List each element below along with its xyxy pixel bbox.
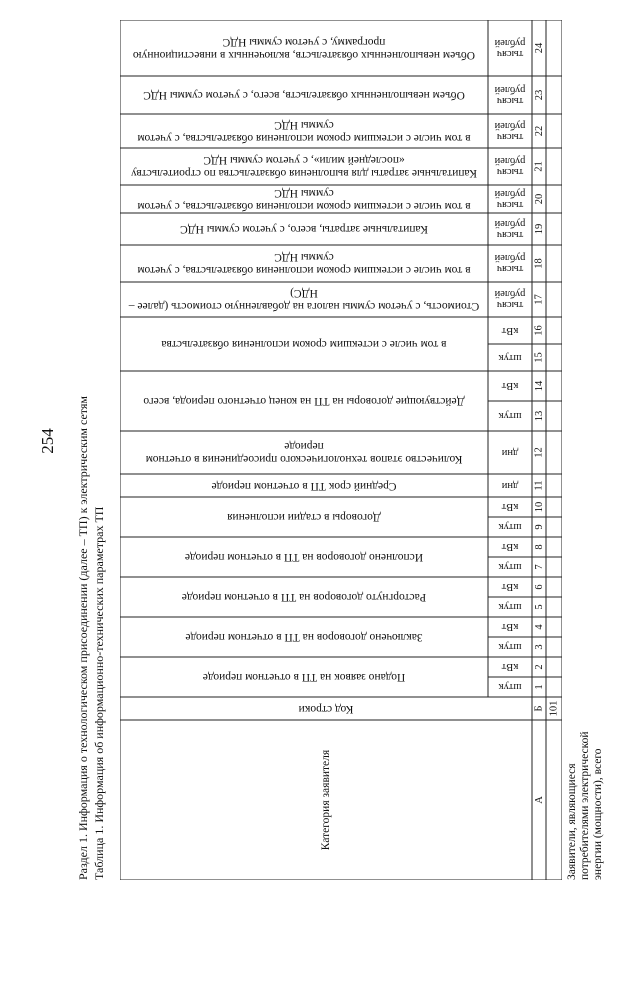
unit-label-8: кВт (501, 541, 519, 553)
page-number: 254 (38, 428, 57, 454)
group-label-2: Заключено договоров на ТП в отчетном периоде (185, 631, 423, 644)
unit-label-10: кВт (501, 501, 519, 513)
group-label-1: Подано заявок на ТП в отчетном периоде (202, 671, 406, 684)
column-number-15: 15 (533, 352, 545, 363)
column-number-5: 5 (533, 604, 545, 610)
column-number-3: 3 (533, 644, 545, 650)
column-number-9: 9 (533, 524, 545, 530)
unit-label-7: штук (498, 561, 522, 573)
column-number-14: 14 (533, 380, 545, 392)
group-label-9: в том числе с истекшим сроком исполнения обязательства (161, 338, 447, 351)
column-number-11: 11 (533, 480, 545, 491)
unit-label-12: дни (501, 447, 519, 458)
group-label-17: Объем невыполненных обязательств, включенных в инвестиционную программу, с учетом суммы НДС (132, 36, 476, 61)
group-label-8: Действующие договоры на ТП на конец отчетного периода, всего (143, 395, 465, 408)
column-number-18: 18 (533, 258, 545, 269)
column-number-6: 6 (533, 584, 545, 590)
group-label-6: Средний срок ТП в отчетном периоде (211, 480, 397, 492)
column-number-10: 10 (533, 501, 545, 513)
unit-label-5: штук (498, 601, 522, 613)
category-header: Категория заявителя (319, 749, 332, 851)
index-b: Б (533, 705, 545, 712)
group-label-16: Объем невыполненных обязательств, всего, с учетом суммы НДС (143, 89, 465, 102)
unit-label-16: кВт (501, 325, 519, 336)
index-a: А (533, 796, 545, 804)
unit-label-21: тысяч рублей (494, 155, 526, 178)
unit-label-15: штук (498, 352, 522, 363)
column-number-24: 24 (533, 42, 545, 54)
section-title: Раздел 1. Информация о технологическом присоединении (далее – ТП) к электрическим сетям (76, 396, 90, 880)
unit-label-20: тысяч рублей (494, 188, 526, 210)
unit-label-24: тысяч рублей (494, 37, 526, 59)
column-number-23: 23 (533, 89, 545, 101)
row-category-text: Заявители, являющиеся потребителями электрической энергии (мощности), всего (566, 731, 604, 880)
unit-label-14: кВт (501, 380, 519, 392)
group-label-4: Исполнено договоров на ТП в отчетном периоде (184, 551, 424, 564)
unit-label-17: тысяч рублей (494, 288, 526, 311)
unit-label-4: кВт (501, 621, 519, 633)
group-label-7: Количество этапов технологического присоединения в отчетном периоде (145, 440, 463, 466)
row-code-101: 101 (548, 700, 560, 717)
unit-label-3: штук (498, 641, 522, 653)
unit-label-6: кВт (501, 581, 519, 593)
column-number-22: 22 (533, 125, 545, 137)
unit-label-22: тысяч рублей (494, 120, 526, 142)
column-number-12: 12 (533, 447, 545, 458)
unit-label-19: тысяч рублей (494, 218, 526, 240)
column-number-19: 19 (533, 223, 545, 235)
unit-label-18: тысяч рублей (494, 252, 526, 275)
column-number-4: 4 (533, 624, 545, 630)
column-number-21: 21 (533, 161, 545, 172)
column-number-7: 7 (533, 564, 545, 570)
group-label-13: в том числе с истекшим сроком исполнения обязательства, с учетом суммы НДС (137, 187, 471, 212)
row-code-header: Код строки (298, 703, 354, 715)
unit-label-13: штук (498, 410, 522, 422)
unit-label-1: штук (498, 681, 522, 693)
group-label-5: Договоры в стадии исполнения (227, 511, 381, 524)
unit-label-2: кВт (501, 661, 519, 673)
captions (75, 160, 107, 880)
column-number-13: 13 (533, 410, 545, 422)
column-number-2: 2 (533, 664, 545, 670)
column-number-8: 8 (533, 544, 545, 550)
group-label-14: Капитальные затраты для выполнения обязательства по строительству «последней мили», с учетом суммы НДС (130, 154, 478, 180)
group-label-12: Капитальные затраты, всего, с учетом суммы НДС (180, 223, 428, 236)
column-number-1: 1 (533, 684, 545, 690)
unit-label-11: дни (501, 480, 519, 491)
table-title: Таблица 1. Информация об информационно-технических параметрах ТП (92, 506, 106, 880)
column-number-16: 16 (533, 325, 545, 336)
group-label-3: Расторгнуто договоров на ТП в отчетном периоде (181, 591, 427, 604)
column-number-17: 17 (533, 294, 545, 305)
unit-label-9: штук (498, 521, 522, 533)
unit-label-23: тысяч рублей (494, 84, 526, 106)
group-label-10: Стоимость, с учетом суммы налога на добавленную стоимость (далее – НДС) (128, 287, 480, 313)
group-label-11: в том числе с истекшим сроком исполнения обязательства, с учетом суммы НДС (137, 251, 471, 277)
technical-parameters-table (120, 20, 604, 880)
group-label-15: в том числе с истекшим сроком исполнения обязательства, с учетом суммы НДС (137, 119, 471, 144)
column-number-20: 20 (533, 193, 545, 205)
